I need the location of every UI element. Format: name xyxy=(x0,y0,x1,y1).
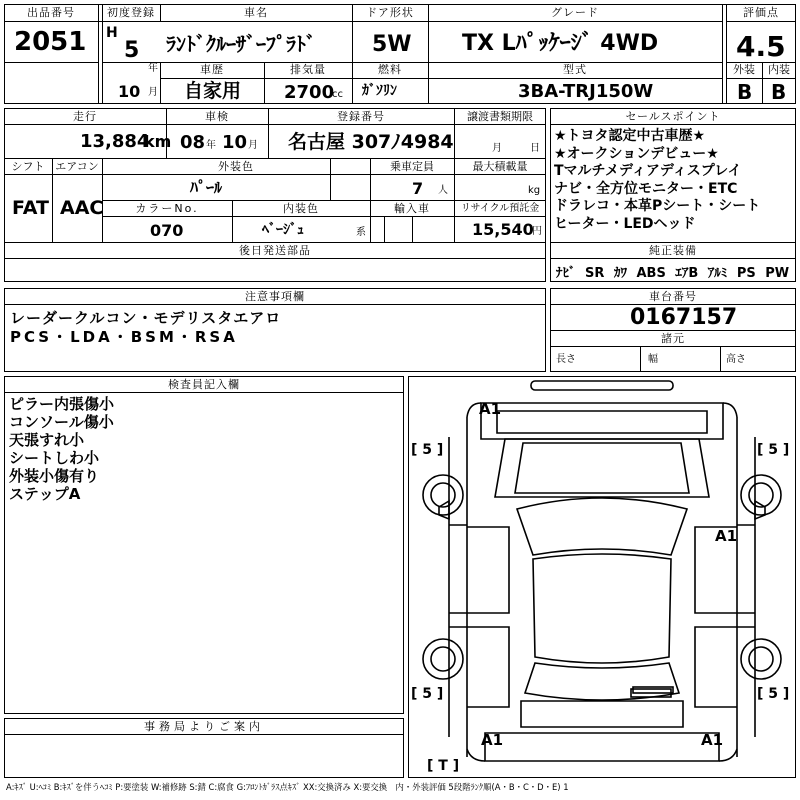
equipment-item: SR xyxy=(585,266,605,281)
sales-points-list xyxy=(554,128,794,233)
ext-color-label: 外装色 xyxy=(218,160,254,173)
dims-label: 諸元 xyxy=(661,332,685,345)
chassis-number: 0167157 xyxy=(630,305,738,330)
equipment-item: PS xyxy=(736,266,756,281)
width-label: 幅 xyxy=(648,354,658,365)
ac: AAC xyxy=(60,197,104,219)
shift-label: シフト xyxy=(11,160,45,173)
capacity-unit: 人 xyxy=(438,185,448,196)
year-unit: 年 xyxy=(148,63,158,74)
grade-label: グレード xyxy=(551,6,599,19)
length-label: 長さ xyxy=(556,354,576,365)
displacement: 2700 xyxy=(284,82,335,103)
inspector-notes xyxy=(9,395,114,503)
grade: TX Lﾊﾟｯｹｰｼﾞ 4WD xyxy=(462,31,659,56)
sales-line: ★オークションデビュー★ xyxy=(554,145,719,162)
height-label: 高さ xyxy=(726,354,746,365)
equipment-item: ｴｱB xyxy=(675,266,699,281)
lot-number: 2051 xyxy=(14,27,87,57)
inspection-month: 10 xyxy=(222,132,248,153)
damage-mark: A1 xyxy=(715,527,738,545)
exterior-grade: B xyxy=(737,80,753,104)
later-parts-label: 後日発送部品 xyxy=(239,244,311,257)
equipment-item: ｱﾙﾐ xyxy=(707,266,728,281)
fuel-label: 燃料 xyxy=(378,63,402,76)
history: 自家用 xyxy=(184,80,242,102)
inspector-line: ピラー内張傷小 xyxy=(9,395,115,413)
recycle-unit: 円 xyxy=(532,226,542,237)
import-label: 輸入車 xyxy=(394,202,430,215)
int-color-label: 内装色 xyxy=(283,202,319,215)
notes-label: 注意事項欄 xyxy=(245,290,305,303)
capacity-label: 乗車定員 xyxy=(390,160,434,173)
score-label: 評価点 xyxy=(743,6,779,19)
equipment-item: ｶﾜ xyxy=(613,266,627,281)
registration-label: 登録番号 xyxy=(337,110,385,123)
shift: FAT xyxy=(12,197,49,219)
equipment-item: ﾅﾋﾞ xyxy=(556,266,576,281)
inspection-label: 車検 xyxy=(205,110,229,123)
car-name: ﾗﾝﾄﾞｸﾙｰｻﾞｰﾌﾟﾗﾄﾞ xyxy=(166,32,316,56)
spare-tire: [ T ] xyxy=(427,758,460,774)
notes-line: PCS・LDA・BSM・RSA xyxy=(10,328,238,346)
ext-color: ﾊﾟｰﾙ xyxy=(190,178,223,197)
maxload-unit: kg xyxy=(528,185,541,196)
inspection-year-unit: 年 xyxy=(206,140,216,151)
interior-grade: B xyxy=(771,80,787,104)
car-diagram xyxy=(408,376,796,778)
sales-line: ナビ・全方位モニター・ETC xyxy=(554,180,738,197)
tire-grade: [ 5 ] xyxy=(757,442,790,458)
equipment-item: ABS xyxy=(636,266,666,281)
first-reg-month: 10 xyxy=(118,82,141,101)
inspector-line: コンソール傷小 xyxy=(9,413,114,431)
inspector-line: 天張すれ小 xyxy=(9,431,85,449)
score: 4.5 xyxy=(736,30,786,63)
fuel: ｶﾞｿﾘﾝ xyxy=(362,83,397,99)
capacity: 7 xyxy=(412,179,424,198)
inspector-line: シートしわ小 xyxy=(9,449,100,467)
registration-number: 名古屋 307ﾉ4984 xyxy=(288,131,454,153)
recycle-fee: 15,540 xyxy=(472,220,534,239)
mileage: 13,884 xyxy=(80,131,150,152)
sales-line: ドラレコ・本革Pシート・シート xyxy=(554,198,761,214)
damage-mark: A1 xyxy=(479,400,502,418)
sales-line: Tマルチメディアディスプレイ xyxy=(554,163,742,179)
month-unit: 月 xyxy=(148,87,158,98)
displacement-unit: cc xyxy=(332,89,343,100)
inspection-month-unit: 月 xyxy=(248,140,258,151)
int-color: ﾍﾞｰｼﾞｭ xyxy=(262,222,304,238)
chassis-label: 車台番号 xyxy=(649,290,697,303)
door-type: 5W xyxy=(372,32,412,57)
inspector-label: 検査員記入欄 xyxy=(168,378,240,391)
inspector-line: 外装小傷有り xyxy=(9,467,100,485)
equipment-label: 純正装備 xyxy=(649,244,697,257)
transfer-day-unit: 日 xyxy=(530,143,540,154)
notes-text xyxy=(10,309,281,347)
lot-label: 出品番号 xyxy=(27,6,75,19)
recycle-label: リサイクル預託金 xyxy=(460,203,540,214)
sales-line: ヒーター・LEDヘッド xyxy=(554,215,696,232)
displacement-label: 排気量 xyxy=(290,63,326,76)
interior-label: 内装 xyxy=(768,63,790,76)
color-no-label: カラーNo. xyxy=(135,202,199,215)
tire-grade: [ 5 ] xyxy=(411,686,444,702)
model-label: 型式 xyxy=(563,63,587,76)
office-label: 事務局よりご案内 xyxy=(144,720,264,733)
sales-line: ★トヨタ認定中古車歴★ xyxy=(554,128,706,144)
model: 3BA-TRJ150W xyxy=(518,81,654,102)
transfer-month-unit: 月 xyxy=(492,143,502,154)
int-color-suffix: 系 xyxy=(356,227,366,238)
transfer-deadline-label: 譲渡書類期限 xyxy=(467,110,533,123)
first-reg-year: 5 xyxy=(124,38,140,63)
tire-grade: [ 5 ] xyxy=(411,442,444,458)
damage-mark: A1 xyxy=(481,731,504,749)
door-label: ドア形状 xyxy=(366,6,414,19)
first-reg-label: 初度登録 xyxy=(107,6,155,19)
mileage-label: 走行 xyxy=(73,110,97,123)
era: H xyxy=(106,25,118,41)
history-label: 車歴 xyxy=(200,63,224,76)
tire-grade: [ 5 ] xyxy=(757,686,790,702)
car-outline xyxy=(409,377,795,777)
sales-points-label: セールスポイント xyxy=(625,110,721,123)
exterior-label: 外装 xyxy=(733,63,755,76)
mileage-unit: km xyxy=(144,132,172,151)
ac-label: エアコン xyxy=(55,160,99,173)
color-no: 070 xyxy=(150,221,184,240)
inspection-year: 08 xyxy=(180,132,206,153)
maxload-label: 最大積載量 xyxy=(472,160,528,173)
legend: A:ｷｽﾞ U:ﾍｺﾐ B:ｷｽﾞを伴うﾍｺﾐ P:要塗装 W:補修跡 S:錆 C:腐食 G:ﾌﾛﾝﾄｶﾞﾗｽ点ｷｽﾞ XX:交換済み X:要交換 内・外装評価 5段階ﾗﾝｸ順(A・B・C・D・E) 1 xyxy=(6,782,569,792)
car-name-label: 車名 xyxy=(244,6,268,19)
inspector-line: ステップA xyxy=(9,485,81,503)
equipment-item: PW xyxy=(765,266,790,281)
notes-line: レーダークルコン・モデリスタエアロ xyxy=(10,309,282,327)
damage-mark: A1 xyxy=(701,731,724,749)
equipment-list xyxy=(556,262,789,281)
